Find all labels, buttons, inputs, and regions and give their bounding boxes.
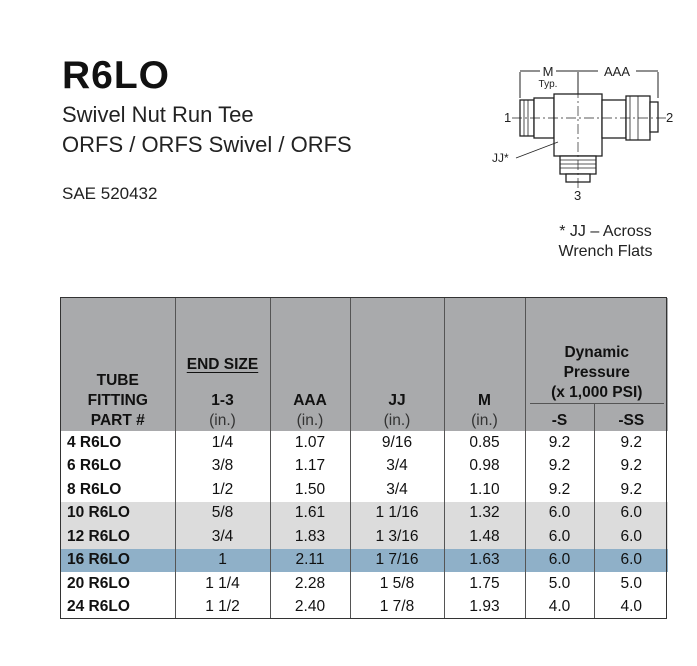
cell-part: 16 R6LO: [61, 549, 175, 573]
header-part-number: TUBE FITTING PART #: [61, 298, 175, 431]
dim-aaa-label: AAA: [603, 64, 631, 79]
cell-jj: 3/4: [350, 478, 444, 502]
cell-jj: 1 5/8: [350, 572, 444, 596]
cell-jj: 1 3/16: [350, 525, 444, 549]
cell-aaa: 1.17: [270, 455, 350, 479]
header-s: -S: [525, 404, 594, 431]
cell-ss: 6.0: [594, 525, 668, 549]
cell-part: 10 R6LO: [61, 502, 175, 526]
cell-jj: 9/16: [350, 431, 444, 455]
cell-end: 1 1/4: [175, 572, 270, 596]
cell-m: 1.63: [444, 549, 525, 573]
cell-aaa: 1.07: [270, 431, 350, 455]
port-2-label: 2: [666, 110, 674, 125]
cell-jj: 3/4: [350, 455, 444, 479]
jj-label: JJ*: [492, 151, 509, 165]
jj-footnote-line1: * JJ – Across: [559, 223, 652, 240]
port-1-label: 1: [504, 110, 512, 125]
cell-s: 4.0: [525, 596, 594, 620]
cell-ss: 9.2: [620, 433, 643, 451]
cell-part: 12 R6LO: [61, 525, 175, 549]
jj-footnote: [548, 222, 663, 262]
cell-end: 3/4: [175, 525, 270, 549]
jj-footnote-line2: Wrench Flats: [558, 243, 653, 260]
cell-end: 1/4: [175, 431, 270, 455]
cell-aaa: 2.40: [270, 596, 350, 620]
cell-s: 9.2: [525, 431, 594, 455]
header-end-size: END SIZE 1-3 (in.): [175, 298, 270, 431]
cell-ss: 9.2: [620, 457, 643, 475]
cell-aaa: 1.61: [270, 502, 350, 526]
table-row: [61, 478, 668, 502]
table-row: [61, 502, 668, 526]
cell-end: 1/2: [175, 478, 270, 502]
cell-part: 20 R6LO: [61, 572, 175, 596]
cell-s: 6.0: [525, 502, 594, 526]
cell-m: 1.32: [444, 502, 525, 526]
cell-ss: 5.0: [620, 574, 643, 592]
product-connection-types: ORFS / ORFS Swivel / ORFS: [62, 132, 352, 157]
cell-ss: 4.0: [620, 598, 643, 616]
cell-s: 6.0: [525, 549, 594, 573]
fitting-diagram: [490, 58, 690, 208]
product-subtitle: Swivel Nut Run Tee: [62, 102, 254, 127]
cell-s: 9.2: [525, 478, 594, 502]
cell-s: 5.0: [525, 572, 594, 596]
table-row: [61, 525, 668, 549]
dim-m-label: M: [542, 64, 554, 79]
cell-m: 1.48: [444, 525, 525, 549]
table-row: [61, 549, 668, 573]
header-aaa: AAA (in.): [270, 298, 350, 431]
cell-ss: 9.2: [620, 480, 643, 498]
header-jj: JJ (in.): [350, 298, 444, 431]
cell-jj: 1 7/8: [350, 596, 444, 620]
product-title: R6LO: [62, 54, 171, 97]
table-row: [61, 431, 668, 455]
sae-number: SAE 520432: [62, 184, 158, 203]
cell-m: 1.10: [444, 478, 525, 502]
cell-aaa: 2.11: [270, 549, 350, 573]
specification-table: [61, 298, 668, 619]
cell-m: 1.75: [444, 572, 525, 596]
table-row: [61, 455, 668, 479]
table-row: [61, 596, 668, 620]
cell-aaa: 2.28: [270, 572, 350, 596]
cell-part: 4 R6LO: [61, 431, 175, 455]
cell-end: 1 1/2: [175, 596, 270, 620]
cell-part: 6 R6LO: [61, 455, 175, 479]
cell-end: 1: [175, 549, 270, 573]
cell-ss: 6.0: [594, 502, 668, 526]
cell-jj: 1 7/16: [350, 549, 444, 573]
cell-aaa: 1.83: [270, 525, 350, 549]
cell-part: 24 R6LO: [61, 596, 175, 620]
cell-ss: 6.0: [594, 549, 668, 573]
port-3-label: 3: [574, 188, 582, 203]
cell-end: 5/8: [175, 502, 270, 526]
cell-jj: 1 1/16: [350, 502, 444, 526]
table-row: [61, 572, 668, 596]
header-m: M (in.): [444, 298, 525, 431]
header-ss: -SS: [594, 404, 668, 431]
cell-end: 3/8: [175, 455, 270, 479]
cell-aaa: 1.50: [270, 478, 350, 502]
cell-s: 9.2: [525, 455, 594, 479]
cell-part: 8 R6LO: [61, 478, 175, 502]
cell-m: 1.93: [444, 596, 525, 620]
dim-typ-label: Typ.: [538, 79, 558, 90]
cell-s: 6.0: [525, 525, 594, 549]
header-dynamic-pressure: Dynamic Pressure (x 1,000 PSI): [525, 298, 668, 404]
cell-m: 0.85: [444, 431, 525, 455]
cell-m: 0.98: [444, 455, 525, 479]
